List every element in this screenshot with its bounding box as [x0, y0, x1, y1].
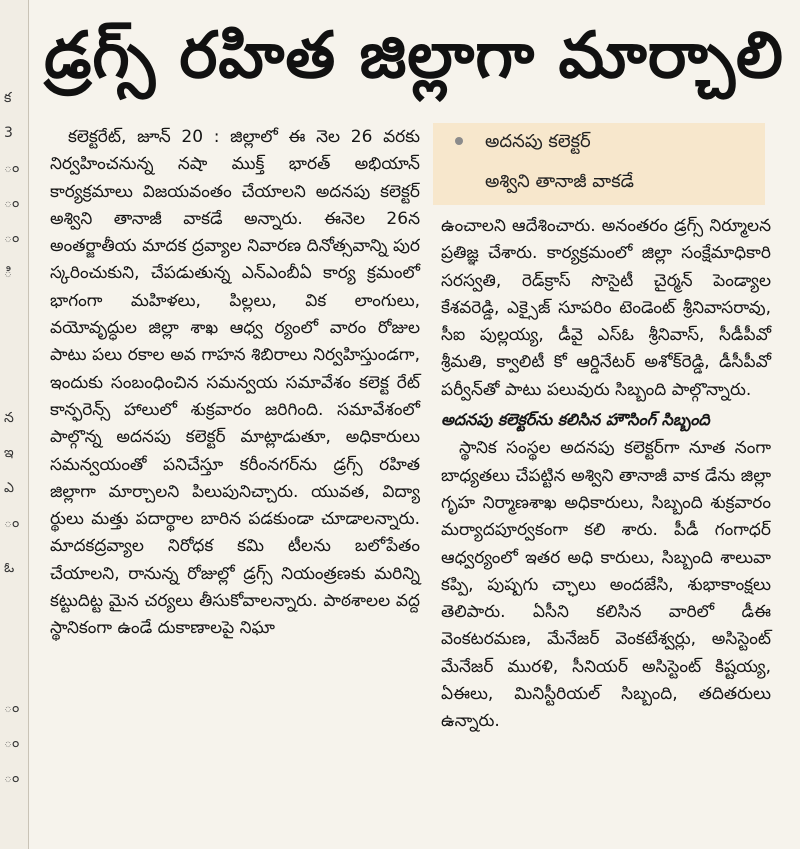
caption-title: అదనపు కలెక్టర్: [485, 131, 591, 152]
article-paragraph: కలెక్టరేట్, జూన్ 20 : జిల్లాలో ఈ నెల 26 వరకు నిర్వహించనున్న నషా ముక్త్ భారత్ అభియాన్ కార్యక్రమాలు విజయవంతం చేయాలని అదనపు కలెక్టర్ అశ్విని తానాజీ వాకడే అన్నారు. ఈనెల 26న అంతర్జాతీయ మాదక ద్రవ్యాల నివారణ దినోత్సవాన్ని పుర స్కరించుకుని, చేపడుతున్న ఎన్ఎంబీఏ కార్య క్రమంలో భాగంగా మహిళలు, పిల్లలు, విక లాంగులు, వయోవృద్ధుల జిల్లా శాఖ ఆధ్వ ర్యంలో వారం రోజుల పాటు పలు రకాల అవ గాహన శిబిరాలు నిర్వహిస్తుండగా, ఇందుకు సంబంధించిన సమన్వయ సమావేశం కలెక్ట రేట్ కాన్ఫరెన్స్ హాలులో శుక్రవారం జరిగింది. సమావేశంలో పాల్గొన్న అదనపు కలెక్టర్ మాట్లాడుతూ, అధికారులు సమన్వయంతో పనిచేస్తూ కరీంనగర్‌ను డ్రగ్స్ రహిత జిల్లాగా మార్చాలని పిలుపునిచ్చారు. యువత, విద్యా ర్థులు మత్తు పదార్థాల బారిన పడకుండా చూడాలన్నారు. మాదకద్రవ్యాల నిరోధక కమి టీలను బలోపేతం చేయాలని, రానున్న రోజుల్లో డ్రగ్స్ నియంత్రణకు మరిన్ని కట్టుదిట్ట మైన చర్యలు తీసుకోవాలన్నారు. పాఠశాలల వద్ద స్థానికంగా ఉండే దుకాణాలపై నిఘా: [50, 127, 420, 639]
article-paragraph: ఉంచాలని ఆదేశించారు. అనంతరం డ్రగ్స్ నిర్మూలన ప్రతిజ్ఞ చేశారు. కార్యక్రమంలో జిల్లా సంక్షేమాధికారి సరస్వతి, రెడ్‌క్రాస్ సొసైటీ చైర్మన్ పెండ్యాల కేశవరెడ్డి, ఎక్సైజ్ సూపరిం టెండెంట్ శ్రీనివాసరావు, సీఐ పుల్లయ్య, డీవై ఎస్ఓ శ్రీనివాస్, సీడీపీవో శ్రీమతి, క్వాలిటీ కో ఆర్డినేటర్ అశోక్‌రెడ్డి, డీసీపీవో పర్వీన్‌తో పాటు పలువురు సిబ్బంది పాల్గొన్నారు.: [441, 216, 771, 400]
gutter-fragment: ం: [4, 195, 20, 211]
gutter-fragment: ఇ: [4, 445, 14, 461]
gutter-fragment: ం: [4, 515, 20, 531]
article-paragraph: స్థానిక సంస్థల అదనపు కలెక్టర్‌గా నూత నంగా బాధ్యతలు చేపట్టిన అశ్విని తానాజీ వాక డేను జిల్లా గృహ నిర్మాణశాఖ అధికారులు, సిబ్బంది శుక్రవారం మర్యాదపూర్వకంగా కలి శారు. పీడీ గంగాధర్ ఆధ్వర్యంలో ఇతర అధి కారులు, సిబ్బంది శాలువా కప్పి, పుష్పగు చ్ఛాలు అందజేసి, శుభాకాంక్షలు తెలిపారు. ఏసీని కలిసిన వారిలో డీఈ వెంకటరమణ, మేనేజర్ వెంకటేశ్వర్లు, అసిస్టెంట్ మేనేజర్ మురళి, సీనియర్ అసిస్టెంట్ కిష్టయ్య, ఏఈలు, మినిస్టీరియల్ సిబ్బంది, తదితరులు ఉన్నారు.: [441, 438, 771, 732]
bullet-icon: [455, 137, 463, 145]
gutter-fragment: ం: [4, 230, 20, 246]
gutter-fragment: ఓ: [4, 560, 15, 576]
gutter-fragment: ం: [4, 700, 20, 716]
article-subheading: అదనపు కలెక్టర్‌ను కలిసిన హౌసింగ్ సిబ్బంది: [441, 410, 710, 430]
gutter-fragment: ి: [4, 265, 13, 281]
gutter-fragment: ఎ: [4, 480, 14, 496]
gutter-fragment: ం: [4, 770, 20, 786]
caption-subtitle: అశ్విని తానాజీ వాకడే: [485, 171, 634, 192]
gutter-fragment: క: [4, 90, 12, 106]
article-left-column: [50, 124, 420, 643]
headline: డ్రగ్స్ రహిత జిల్లాగా మార్చాలి: [44, 19, 784, 93]
gutter-fragment: 3: [4, 125, 13, 141]
gutter-fragment: న: [4, 410, 14, 426]
gutter-fragment: ం: [4, 735, 20, 751]
gutter-fragment: ం: [4, 160, 20, 176]
article-right-column: [441, 213, 771, 736]
photo-caption: [433, 123, 765, 205]
